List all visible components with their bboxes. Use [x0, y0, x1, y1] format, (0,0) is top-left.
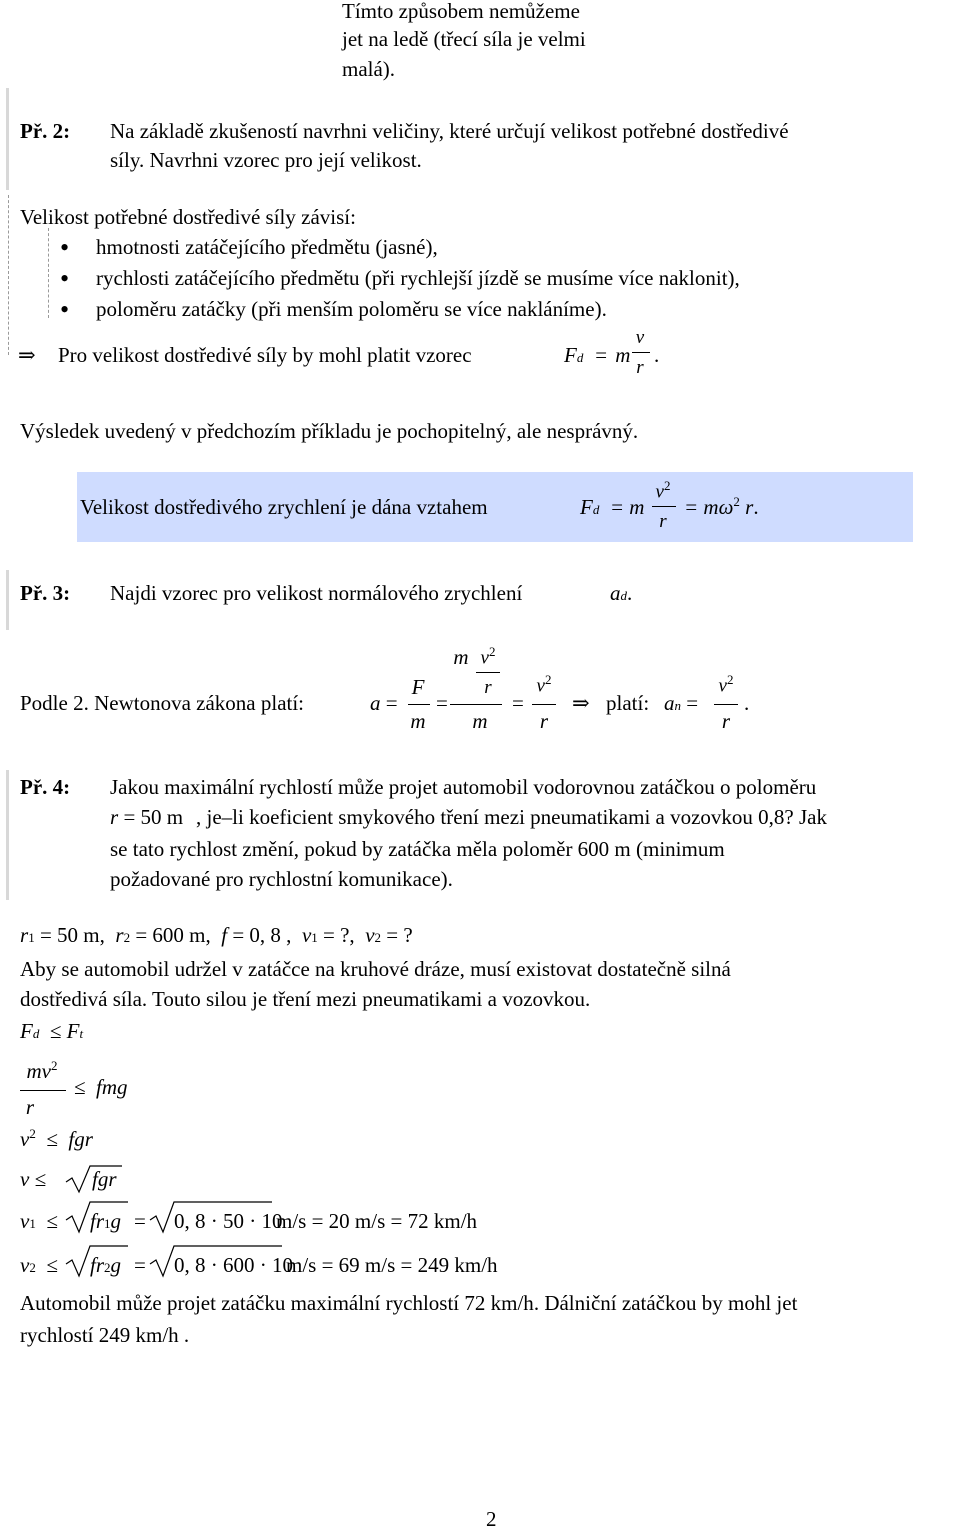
fraction-denominator: r [484, 677, 492, 698]
result-v2: v2 ≤ [20, 1253, 58, 1277]
conclusion-value: 249 km/h [98, 1323, 179, 1347]
implies-arrow: ⇒ [18, 343, 36, 367]
example-text: požadované pro rychlostní komunikace). [110, 867, 453, 891]
bullet-item: hmotnosti zatáčejícího předmětu (jasné), [96, 235, 438, 259]
result-value: m/s = 69 m/s = 249 km/h [286, 1253, 498, 1277]
inequality-v: v ≤ [20, 1167, 47, 1191]
paragraph: dostředivá síla. Touto silou je tření mezi pneumatikami a vozovkou. [20, 987, 591, 1011]
bullet-item: poloměru zatáčky (při menším poloměru se více nakláníme). [96, 297, 607, 321]
example-text: se tato rychlost změní, pokud by zatáčka měla poloměr 600 m (minimum [110, 837, 725, 861]
bullet-dot: • [60, 233, 70, 262]
result-text: Výsledek uvedený v předchozím příkladu je pochopitelný, ale nesprávný. [20, 419, 639, 443]
example-label: Př. 3: [20, 581, 71, 605]
example-text: síly. Navrhni vzorec pro její velikost. [110, 148, 422, 172]
fraction-denominator: m [410, 709, 426, 733]
inequality-fmg: ≤ fmg [74, 1075, 128, 1099]
inequality-v2: $v^2$ ≤ fgr [20, 1126, 93, 1151]
fraction-numerator: $v^2$ [536, 672, 552, 697]
fraction-denominator: r [25, 1095, 35, 1119]
top-note-line: malá). [342, 57, 396, 81]
fraction-numerator: m [453, 645, 469, 669]
fraction-line [20, 1090, 66, 1091]
paragraph: Aby se automobil udržel v zatáčce na kruhové dráze, musí existovat dostatečně silná [20, 957, 731, 981]
sqrt-content: fr2g [90, 1253, 122, 1277]
example-label: Př. 4: [20, 775, 71, 799]
result-value: m/s = 20 m/s = 72 km/h [276, 1209, 478, 1233]
fraction-numerator: $v^2$ [718, 672, 734, 697]
newton-text: Podle 2. Newtonova zákona platí: [20, 691, 305, 715]
sqrt-content: 0, 8 · 50 · 10 [174, 1209, 283, 1233]
depends-intro: Velikost potřebné dostředivé síly závisí: [20, 205, 356, 229]
example-text: Jakou maximální rychlostí může projet automobil vodorovnou zatáčkou o poloměru [110, 775, 817, 799]
fraction-numerator: v [635, 327, 645, 348]
fraction-line [714, 704, 738, 705]
fraction-line [476, 672, 500, 673]
bullet-dot: • [60, 264, 70, 293]
conclusion-text: Automobil může projet zatáčku maximální rychlostí [20, 1291, 460, 1315]
fraction-numerator: $v^2$ [480, 644, 496, 669]
conclusion-text: . Dálniční zatáčkou by mohl jet [533, 1291, 798, 1315]
bullet-dot: • [60, 295, 70, 324]
fraction-line [532, 704, 556, 705]
fraction-numerator: $mv^2$ [26, 1058, 58, 1083]
sqrt-content: fr1g [90, 1209, 122, 1233]
equals-sign: = [134, 1253, 146, 1277]
example-label: Př. 2: [20, 119, 71, 143]
formula-a: a = [370, 691, 398, 715]
page-number: 2 [486, 1507, 497, 1531]
implies-arrow: ⇒ [572, 691, 590, 715]
fraction-line [450, 704, 502, 705]
symbol-ad: ad. [610, 581, 633, 605]
equals-sign: = [512, 691, 524, 715]
conclusion-text: . [178, 1323, 190, 1347]
given-values: r1 = 50 m, r2 = 600 m, f = 0, 8 , v1 = ?, v2 = ? [20, 923, 413, 947]
equals-sign: = [134, 1209, 146, 1233]
fraction-denominator: r [539, 709, 549, 733]
plati-text: platí: [606, 691, 650, 715]
fraction-numerator: $v^2$ [655, 478, 671, 503]
margin-dash [8, 195, 9, 355]
fraction-numerator: F [411, 675, 425, 699]
fraction-line [408, 704, 430, 705]
margin-dash [48, 228, 49, 318]
fraction-denominator: r [659, 511, 667, 532]
margin-bar [6, 88, 9, 190]
example-text: , je–li koeficient smykového tření mezi pneumatikami a vozovkou 0,8? Jak [196, 805, 827, 829]
proposal-text: Pro velikost dostředivé síly by mohl platit vzorec [58, 343, 472, 367]
fraction-denominator: r [636, 357, 644, 378]
conclusion-line [20, 1290, 797, 1317]
conclusion-line [20, 1322, 189, 1349]
fraction-denominator: m [472, 709, 488, 733]
fraction-line [632, 352, 650, 353]
formula-centripetal-right: = $m\omega^2$ r. [684, 494, 759, 519]
margin-bar [6, 770, 9, 900]
conclusion-value: 72 km/h [464, 1291, 534, 1315]
bullet-item: rychlosti zatáčejícího předmětu (při rychlejší jízdě se musíme více naklonit), [96, 266, 740, 290]
formula-proposal: Fd = m [564, 343, 631, 367]
formula-r50: r = 50 m [110, 805, 184, 829]
result-v1: v1 ≤ [20, 1209, 58, 1233]
equals-sign: = [436, 691, 448, 715]
formula-centripetal: Fd = m [580, 495, 645, 519]
box-text: Velikost dostředivého zrychlení je dána vztahem [80, 495, 488, 519]
formula-period: . [744, 691, 750, 715]
sqrt-content: fgr [92, 1167, 117, 1191]
formula-an: an = [664, 691, 699, 715]
example-text: Na základě zkušeností navrhni veličiny, které určují velikost potřebné dostředivé [110, 119, 789, 143]
conclusion-text: rychlostí [20, 1323, 94, 1347]
formula-period: . [654, 343, 660, 367]
top-note-line: jet na ledě (třecí síla je velmi [342, 27, 586, 51]
fraction-denominator: r [721, 709, 731, 733]
inequality-forces: Fd ≤ Ft [20, 1019, 84, 1043]
example-text: Najdi vzorec pro velikost normálového zrychlení [110, 581, 523, 605]
fraction-line [652, 506, 676, 507]
sqrt-content: 0, 8 · 600 · 10 [174, 1253, 293, 1277]
margin-bar [6, 570, 9, 630]
top-note-line: Tímto způsobem nemůžeme [342, 0, 580, 23]
